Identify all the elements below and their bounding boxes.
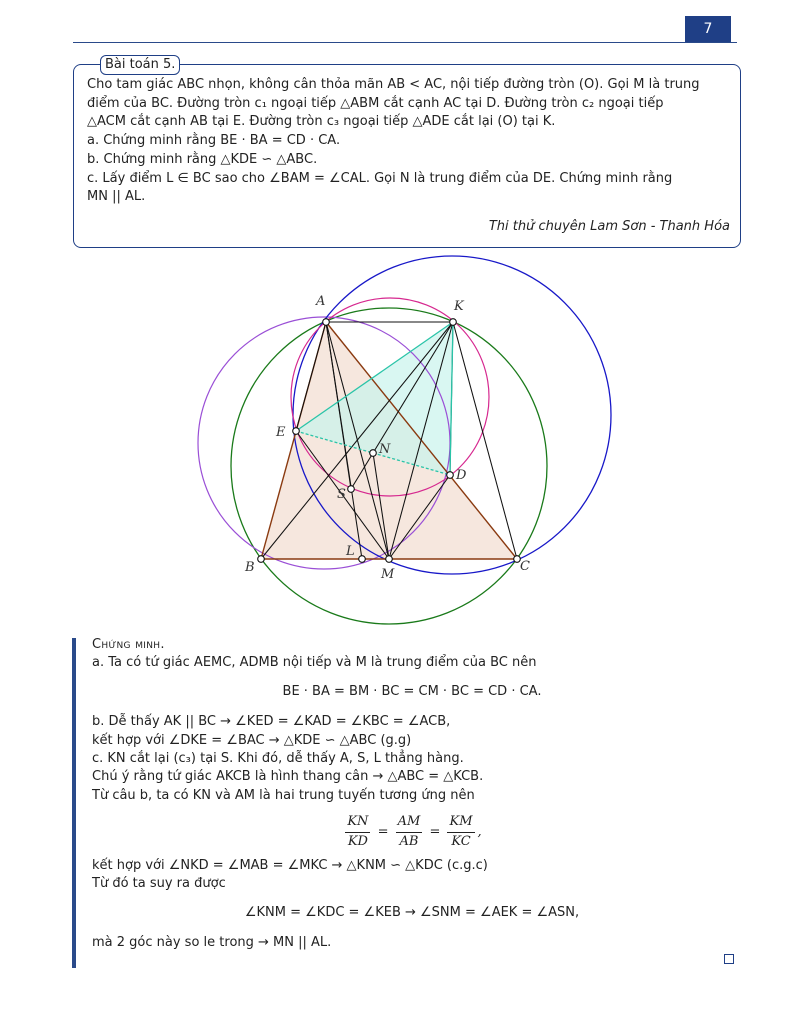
problem-line: điểm của BC. Đường tròn c₁ ngoại tiếp △ABM cắt cạnh AC tại D. Đường tròn c₂ ngoại tiếp: [87, 95, 664, 111]
point-b: [258, 556, 265, 563]
qed-icon: [724, 954, 734, 964]
point-l: [359, 556, 366, 563]
problem-line: MN || AL.: [87, 189, 146, 205]
fraction: $\frac{KM}{KC}$: [449, 814, 473, 849]
label-n: N: [379, 442, 391, 457]
problem-part-b: b. Chứng minh rằng △KDE ∽ △ABC.: [87, 151, 318, 167]
point-s: [348, 486, 355, 493]
label-c: C: [520, 559, 530, 574]
point-m: [386, 556, 393, 563]
label-s: S: [337, 487, 346, 502]
proof: [92, 636, 732, 953]
proof-c-2: Chú ý rằng tứ giác AKCB là hình thang cân → △ABC = △KCB.: [92, 769, 484, 785]
proof-c-last: mà 2 góc này so le trong → MN || AL.: [92, 935, 332, 951]
point-n: [370, 450, 377, 457]
proof-b-1: b. Dễ thấy AK || BC → ∠KED = ∠KAD = ∠KBC = ∠ACB,: [92, 714, 451, 730]
page-number: 7: [685, 16, 731, 42]
label-d: D: [456, 468, 467, 483]
problem-part-c: c. Lấy điểm L ∈ BC sao cho ∠BAM = ∠CAL. Gọi N là trung điểm của DE. Chứng minh rằng: [87, 170, 673, 186]
point-a: [323, 319, 330, 326]
proof-a: a. Ta có tứ giác AEMC, ADMB nội tiếp và M là trung điểm của BC nên: [92, 655, 537, 671]
label-m: M: [381, 567, 395, 582]
proof-title: Chứng minh.: [92, 637, 165, 652]
label-e: E: [276, 425, 286, 440]
problem-part-a: a. Chứng minh rằng BE · BA = CD · CA.: [87, 133, 341, 149]
problem-tag: Bài toán 5.: [100, 55, 180, 75]
problem-line: △ACM cắt cạnh AB tại E. Đường tròn c₃ ngoại tiếp △ADE cắt lại (O) tại K.: [87, 114, 556, 130]
proof-bar: [72, 638, 76, 968]
fraction: $\frac{AM}{AB}$: [397, 814, 421, 849]
proof-c-equation: ∠KNM = ∠KDC = ∠KEB → ∠SNM = ∠AEK = ∠ASN,: [244, 904, 580, 920]
point-e: [293, 428, 300, 435]
proof-c-5: Từ đó ta suy ra được: [92, 876, 226, 892]
proof-a-equation: BE · BA = BM · BC = CM · BC = CD · CA.: [282, 683, 542, 699]
label-k: K: [454, 299, 464, 314]
problem-line: Cho tam giác ABC nhọn, không cân thỏa mãn AB < AC, nội tiếp đường tròn (O). Gọi M là trung: [87, 77, 700, 92]
problem-source: Thi thử chuyên Lam Sơn - Thanh Hóa: [488, 219, 730, 234]
point-d: [447, 472, 454, 479]
ratio-equation: $\frac{KN}{KD}$ = $\frac{AM}{AB}$ = $\frac{KM}{KC}$ ,: [92, 813, 732, 851]
proof-c-3: Từ câu b, ta có KN và AM là hai trung tuyến tương ứng nên: [92, 787, 475, 803]
point-k: [450, 319, 457, 326]
proof-b-2: kết hợp với ∠DKE = ∠BAC → △KDE ∽ △ABC (g.g): [92, 732, 412, 748]
proof-c-1: c. KN cắt lại (c₃) tại S. Khi đó, dễ thấy A, S, L thẳng hàng.: [92, 751, 464, 767]
label-b: B: [245, 560, 255, 575]
proof-c-4: kết hợp với ∠NKD = ∠MAB = ∠MKC → △KNM ∽ △KDC (c.g.c): [92, 858, 488, 874]
label-a: A: [316, 294, 326, 309]
label-l: L: [346, 544, 355, 559]
fraction: $\frac{KN}{KD}$: [347, 814, 369, 849]
